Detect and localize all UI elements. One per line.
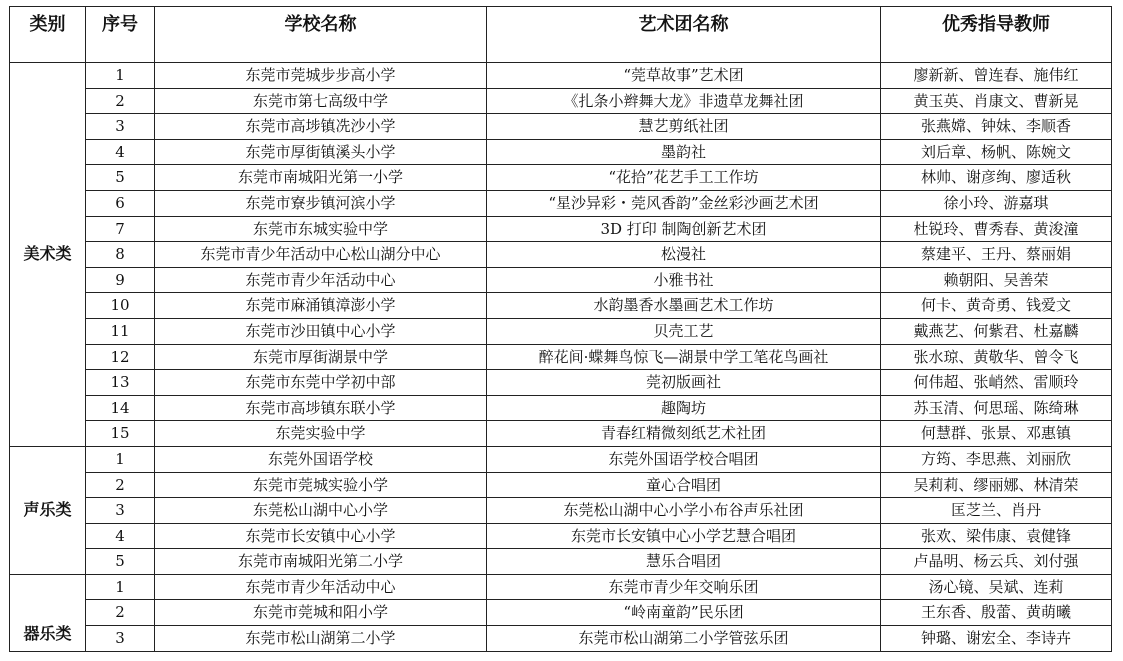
- table-body: [10, 63, 1112, 652]
- school-cell: 东莞市莞城实验小学: [155, 472, 487, 498]
- index-cell: 9: [86, 267, 155, 293]
- school-cell: 东莞市南城阳光第二小学: [155, 549, 487, 575]
- troupe-cell: 东莞市长安镇中心小学艺慧合唱团: [487, 523, 881, 549]
- troupe-cell: 小雅书社: [487, 267, 881, 293]
- troupe-cell: 慧艺剪纸社团: [487, 114, 881, 140]
- table-row: [10, 498, 1112, 524]
- table-row: [10, 549, 1112, 575]
- table-row: [10, 421, 1112, 447]
- troupe-cell: 慧乐合唱团: [487, 549, 881, 575]
- troupe-cell: 童心合唱团: [487, 472, 881, 498]
- header-troupe: 艺术团名称: [487, 7, 881, 63]
- school-cell: 东莞市厚街镇溪头小学: [155, 139, 487, 165]
- table-row: [10, 370, 1112, 396]
- school-cell: 东莞市寮步镇河滨小学: [155, 190, 487, 216]
- index-cell: 5: [86, 165, 155, 191]
- index-cell: 7: [86, 216, 155, 242]
- header-category: 类别: [10, 7, 86, 63]
- troupe-cell: 东莞市青少年交响乐团: [487, 574, 881, 600]
- teachers-cell: 钟璐、谢宏全、李诗卉: [881, 626, 1112, 652]
- teachers-cell: 黄玉英、肖康文、曹新晃: [881, 88, 1112, 114]
- index-cell: 15: [86, 421, 155, 447]
- troupe-cell: 贝壳工艺: [487, 318, 881, 344]
- index-cell: 13: [86, 370, 155, 396]
- teachers-cell: 林帅、谢彦绚、廖适秋: [881, 165, 1112, 191]
- index-cell: 1: [86, 63, 155, 89]
- teachers-cell: 吴莉莉、缪丽娜、林清荣: [881, 472, 1112, 498]
- teachers-cell: 方筠、李思燕、刘丽欣: [881, 446, 1112, 472]
- school-cell: 东莞市厚街湖景中学: [155, 344, 487, 370]
- teachers-cell: 王东香、殷蕾、黄萌曦: [881, 600, 1112, 626]
- table-row: [10, 574, 1112, 600]
- header-index: 序号: [86, 7, 155, 63]
- school-cell: 东莞实验中学: [155, 421, 487, 447]
- index-cell: 4: [86, 523, 155, 549]
- table-row: [10, 344, 1112, 370]
- teachers-cell: 张欢、梁伟康、袁健锋: [881, 523, 1112, 549]
- school-cell: 东莞市高埗镇冼沙小学: [155, 114, 487, 140]
- table-row: [10, 88, 1112, 114]
- troupe-cell: 趣陶坊: [487, 395, 881, 421]
- teachers-cell: 何卡、黄奇勇、钱爱文: [881, 293, 1112, 319]
- table-row: [10, 600, 1112, 626]
- index-cell: 2: [86, 88, 155, 114]
- header-row: [10, 7, 1112, 63]
- table-row: [10, 472, 1112, 498]
- school-cell: 东莞市东城实验中学: [155, 216, 487, 242]
- table-row: [10, 395, 1112, 421]
- teachers-cell: 徐小玲、游嘉琪: [881, 190, 1112, 216]
- school-cell: 东莞市南城阳光第一小学: [155, 165, 487, 191]
- troupe-cell: “星沙异彩・莞风香韵”金丝彩沙画艺术团: [487, 190, 881, 216]
- school-cell: 东莞市沙田镇中心小学: [155, 318, 487, 344]
- table-row: [10, 63, 1112, 89]
- index-cell: 4: [86, 139, 155, 165]
- table-row: [10, 216, 1112, 242]
- index-cell: 3: [86, 498, 155, 524]
- troupe-cell: 青春红精微刻纸艺术社团: [487, 421, 881, 447]
- table-row: [10, 114, 1112, 140]
- troupe-cell: 东莞市松山湖第二小学管弦乐团: [487, 626, 881, 652]
- index-cell: 11: [86, 318, 155, 344]
- index-cell: 8: [86, 242, 155, 268]
- teachers-cell: 张燕嫦、钟妹、李顺香: [881, 114, 1112, 140]
- school-cell: 东莞市松山湖第二小学: [155, 626, 487, 652]
- school-cell: 东莞松山湖中心小学: [155, 498, 487, 524]
- table-row: [10, 293, 1112, 319]
- troupe-cell: 醉花间·蝶舞鸟惊飞—湖景中学工笔花鸟画社: [487, 344, 881, 370]
- school-cell: 东莞市第七高级中学: [155, 88, 487, 114]
- school-cell: 东莞市长安镇中心小学: [155, 523, 487, 549]
- troupe-cell: 莞初版画社: [487, 370, 881, 396]
- troupe-cell: 东莞外国语学校合唱团: [487, 446, 881, 472]
- teachers-cell: 卢晶明、杨云兵、刘付强: [881, 549, 1112, 575]
- index-cell: 3: [86, 626, 155, 652]
- troupe-cell: 水韵墨香水墨画艺术工作坊: [487, 293, 881, 319]
- school-cell: 东莞市莞城步步高小学: [155, 63, 487, 89]
- teachers-cell: 蔡建平、王丹、蔡丽娟: [881, 242, 1112, 268]
- category-cell: 声乐类: [10, 446, 86, 574]
- teachers-cell: 廖新新、曾连春、施伟红: [881, 63, 1112, 89]
- table-row: [10, 242, 1112, 268]
- teachers-cell: 何伟超、张峭然、雷顺玲: [881, 370, 1112, 396]
- troupe-cell: “岭南童韵”民乐团: [487, 600, 881, 626]
- table-row: [10, 267, 1112, 293]
- index-cell: 2: [86, 600, 155, 626]
- troupe-cell: 《扎条小辫舞大龙》非遗草龙舞社团: [487, 88, 881, 114]
- index-cell: 5: [86, 549, 155, 575]
- category-cell: 美术类: [10, 63, 86, 447]
- teachers-cell: 戴燕艺、何紫君、杜嘉麟: [881, 318, 1112, 344]
- table-row: [10, 139, 1112, 165]
- teachers-cell: 汤心镜、吴斌、连莉: [881, 574, 1112, 600]
- header-school: 学校名称: [155, 7, 487, 63]
- index-cell: 6: [86, 190, 155, 216]
- index-cell: 3: [86, 114, 155, 140]
- teachers-cell: 张水琼、黄敬华、曾令飞: [881, 344, 1112, 370]
- school-cell: 东莞市麻涌镇漳澎小学: [155, 293, 487, 319]
- school-cell: 东莞市东莞中学初中部: [155, 370, 487, 396]
- school-cell: 东莞市高埗镇东联小学: [155, 395, 487, 421]
- table-row: [10, 446, 1112, 472]
- troupe-cell: 墨韵社: [487, 139, 881, 165]
- index-cell: 10: [86, 293, 155, 319]
- awards-table: [9, 6, 1112, 652]
- school-cell: 东莞外国语学校: [155, 446, 487, 472]
- index-cell: 12: [86, 344, 155, 370]
- table-row: [10, 165, 1112, 191]
- troupe-cell: 松漫社: [487, 242, 881, 268]
- school-cell: 东莞市莞城和阳小学: [155, 600, 487, 626]
- teachers-cell: 杜锐玲、曹秀春、黄浚潼: [881, 216, 1112, 242]
- school-cell: 东莞市青少年活动中心松山湖分中心: [155, 242, 487, 268]
- troupe-cell: 东莞松山湖中心小学小布谷声乐社团: [487, 498, 881, 524]
- teachers-cell: 苏玉清、何思瑶、陈绮琳: [881, 395, 1112, 421]
- troupe-cell: “莞草故事”艺术团: [487, 63, 881, 89]
- table-row: [10, 318, 1112, 344]
- teachers-cell: 匡芝兰、肖丹: [881, 498, 1112, 524]
- index-cell: 2: [86, 472, 155, 498]
- school-cell: 东莞市青少年活动中心: [155, 267, 487, 293]
- troupe-cell: 3D 打印 制陶创新艺术团: [487, 216, 881, 242]
- table-row: [10, 190, 1112, 216]
- index-cell: 1: [86, 446, 155, 472]
- header-teachers: 优秀指导教师: [881, 7, 1112, 63]
- teachers-cell: 赖朝阳、吴善荣: [881, 267, 1112, 293]
- table-row: [10, 523, 1112, 549]
- table-row: [10, 626, 1112, 652]
- school-cell: 东莞市青少年活动中心: [155, 574, 487, 600]
- index-cell: 14: [86, 395, 155, 421]
- teachers-cell: 何慧群、张景、邓惠镇: [881, 421, 1112, 447]
- category-cell: 器乐类: [10, 574, 86, 651]
- index-cell: 1: [86, 574, 155, 600]
- troupe-cell: “花拾”花艺手工工作坊: [487, 165, 881, 191]
- teachers-cell: 刘后章、杨帆、陈婉文: [881, 139, 1112, 165]
